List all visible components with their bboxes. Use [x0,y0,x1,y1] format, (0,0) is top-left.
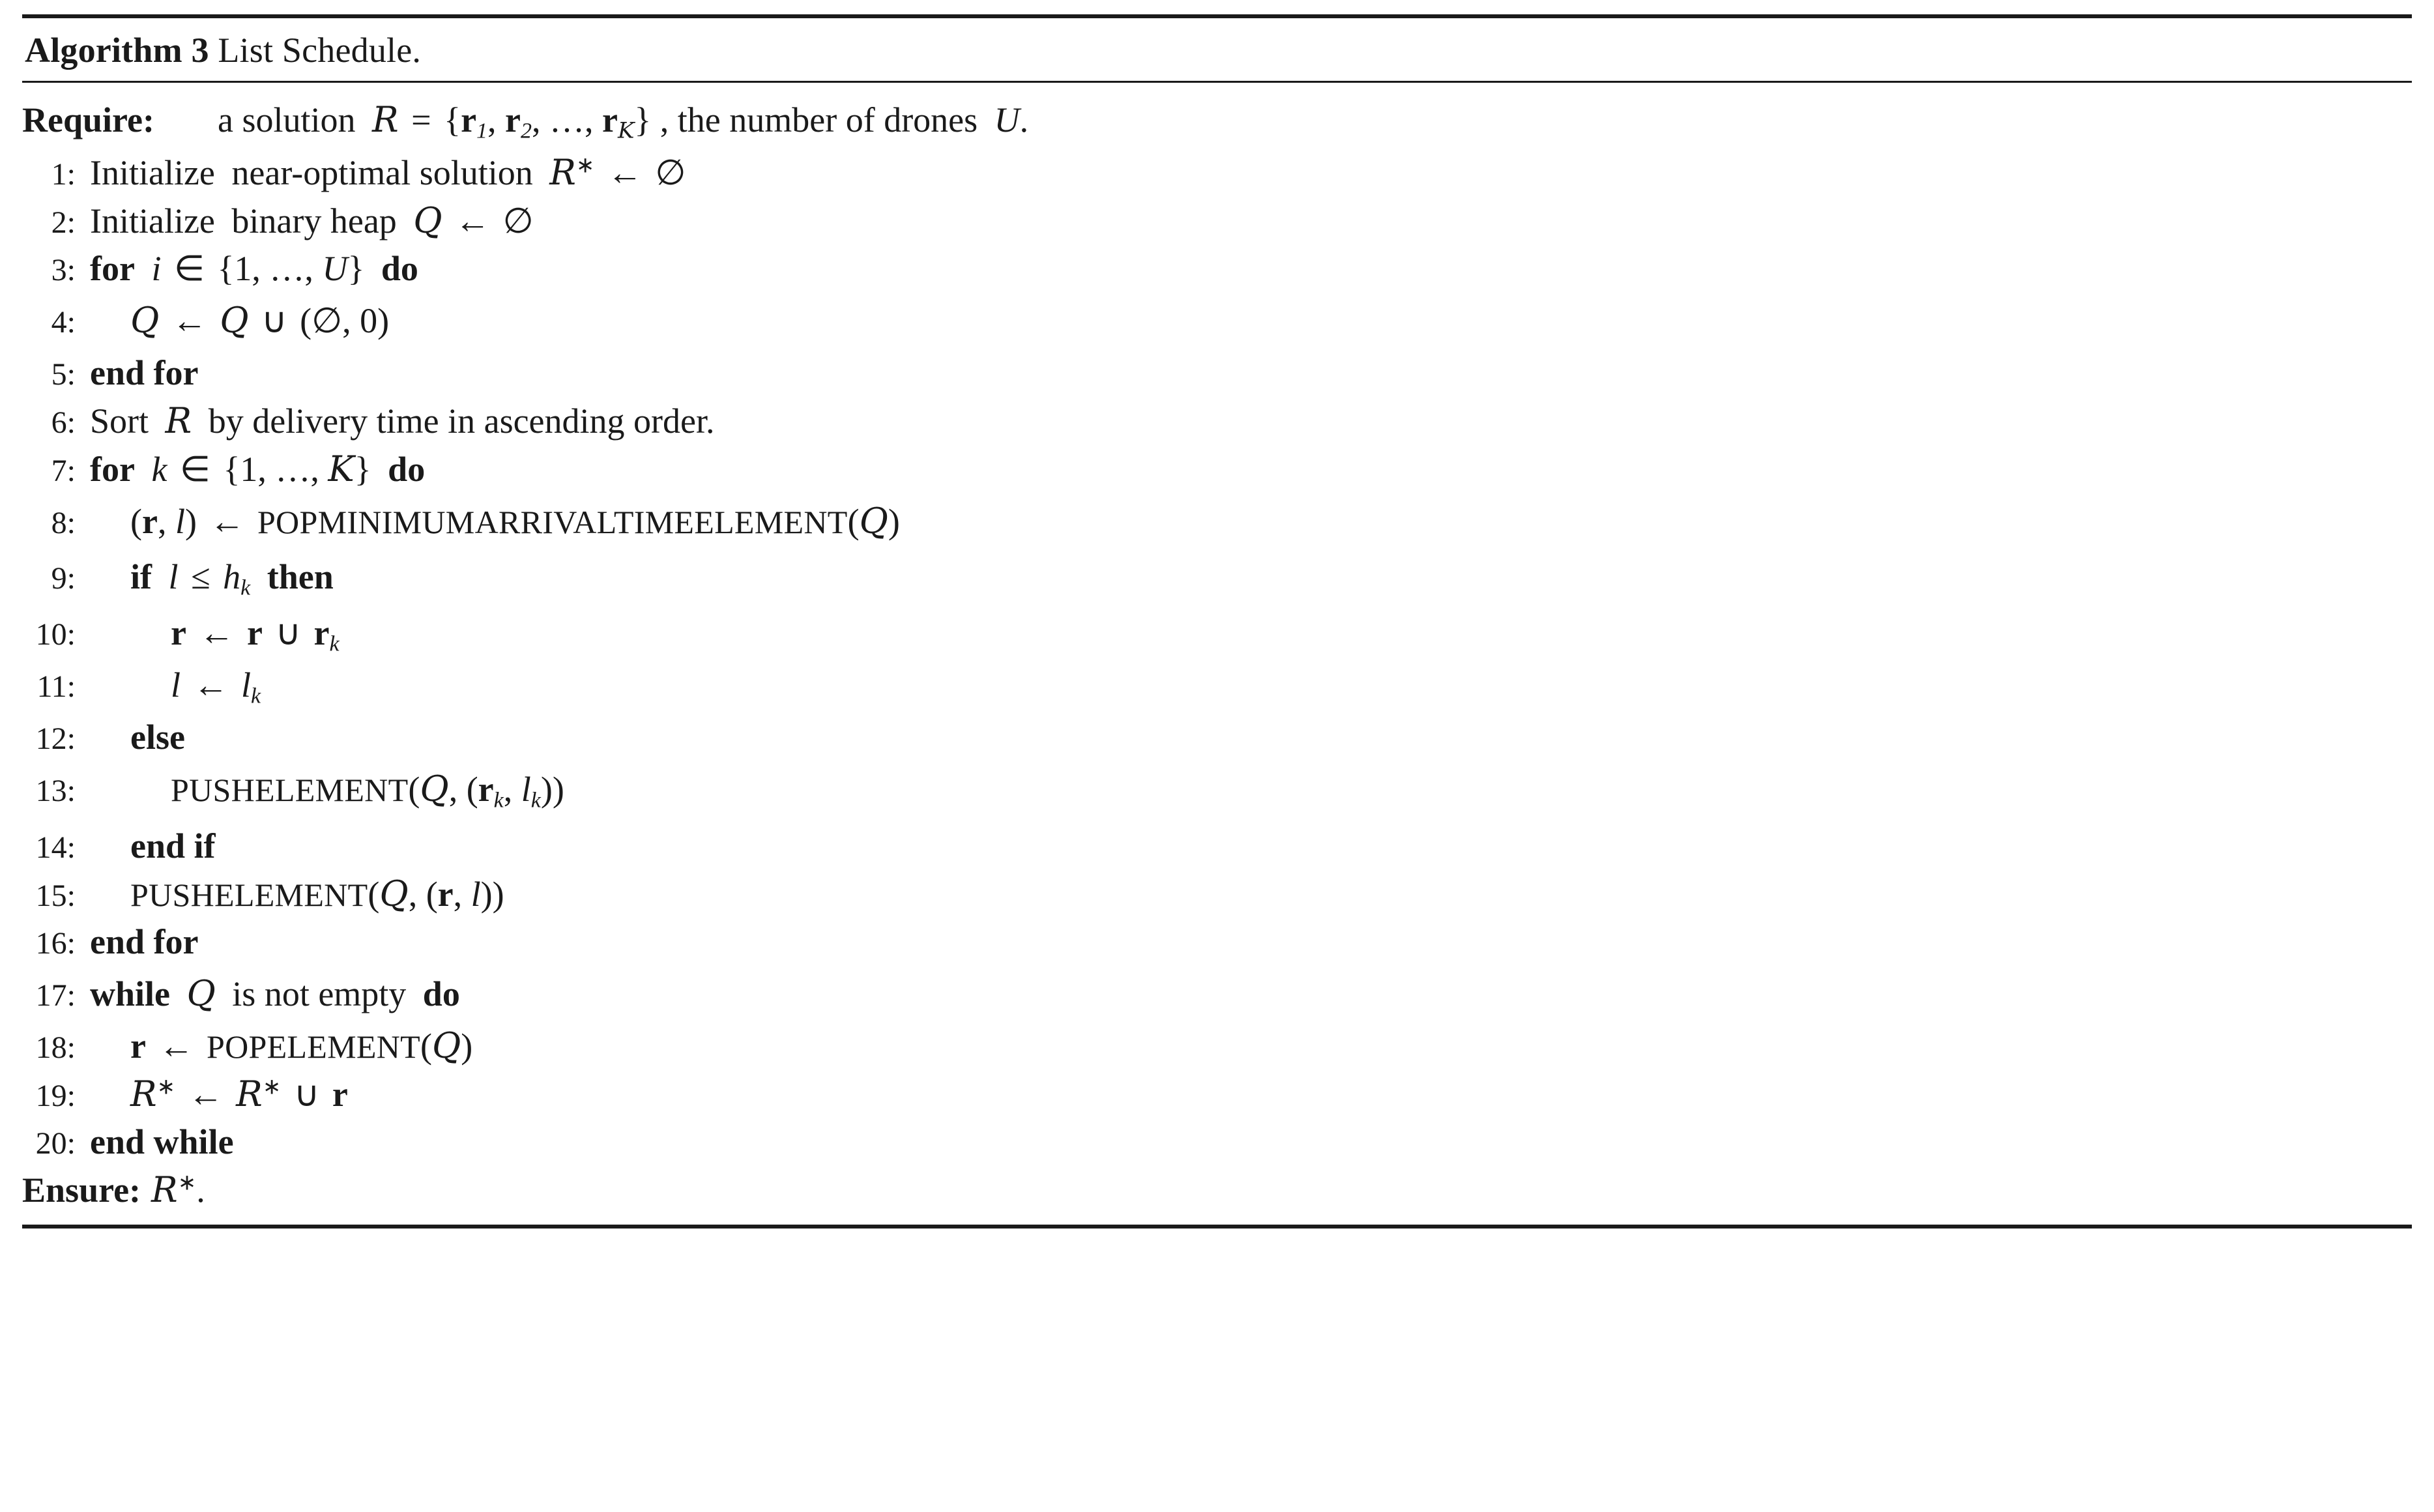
line-number: 8: [51,505,76,540]
algorithm-title: List Schedule. [218,31,422,70]
require-text: a solution $R = \{r_1$, $r_2$, …, $r_K$} , the number of drones U. [218,99,1029,144]
code-line-10 [22,609,2412,662]
algorithm-label: Algorithm 3 [25,31,209,70]
line-number: 3: [51,253,76,288]
line-number: 15: [35,878,76,913]
code-line-11 [22,662,2412,714]
line-number: 18: [35,1030,76,1065]
symbol-r: r [461,100,477,139]
line-number: 12: [35,721,76,757]
code-line-13 [22,761,2412,822]
algorithm-body [22,83,2412,1225]
push-call: PUSHELEMENT [130,876,368,913]
line-content: PUSHELEMENT(Q, ($r_k$, $l_k$)) [171,768,564,813]
line-number: 2: [51,205,76,240]
line-number: 1: [51,157,76,192]
code-line-7 [22,445,2412,493]
line-number: 9: [51,560,76,596]
code-line-20 [22,1118,2412,1166]
pop-call: POPELEMENT [206,1028,420,1065]
code-line-5 [22,349,2412,397]
code-line-17 [22,966,2412,1022]
line-number: 13: [35,774,76,809]
require-line [22,96,2412,149]
algorithm-title-row [22,18,2412,81]
line-content: end for [90,922,199,961]
ensure-text: R∗. [151,1169,205,1211]
line-content: end while [90,1122,234,1162]
line-number: 10: [35,617,76,652]
bottom-rule [22,1225,2412,1228]
line-content: while Q is not empty do [90,972,460,1014]
line-number: 4: [51,305,76,340]
require-words: a solution [218,100,356,139]
line-number: 6: [51,405,76,440]
code-line-1 [22,149,2412,197]
line-content: Initialize binary heap Q ← ∅ [90,200,534,242]
line-content: Sort R by delivery time in ascending order. [90,400,715,441]
line-content: R∗ ← R∗ ∪ r [130,1073,348,1115]
code-line-6 [22,397,2412,445]
code-line-19 [22,1070,2412,1118]
line-number: 5: [51,356,76,392]
code-line-3 [22,245,2412,293]
symbol-R: R [372,99,399,140]
code-line-9 [22,549,2412,609]
line-content: (r, l) ← POPMINIMUMARRIVALTIMEELEMENT(Q) [130,500,900,542]
code-line-4 [22,293,2412,349]
push-call: PUSHELEMENT [171,772,409,809]
line-number: 20: [35,1126,76,1161]
line-number: 17: [35,978,76,1013]
code-line-15 [22,870,2412,918]
line-content: else [130,718,185,757]
line-content: r ← r ∪ $r_k$ [171,613,340,656]
line-number: 7: [51,453,76,488]
line-content: Q ← Q ∪ (∅, 0) [130,300,390,342]
line-number: 11: [36,669,76,705]
line-number: 14: [35,830,76,865]
code-line-8 [22,493,2412,549]
ensure-line [22,1166,2412,1214]
line-content: if $l \le h_k$ then [130,557,334,600]
code-line-18 [22,1022,2412,1070]
code-line-2 [22,197,2412,245]
line-content: end if [130,826,216,865]
line-content: l ← $l_k$ [171,665,261,708]
algorithm-block [22,14,2412,1228]
code-line-12 [22,714,2412,761]
require-label: Require: [22,100,154,139]
code-line-16 [22,918,2412,966]
line-content: for k ∈ {1, …, K} do [90,448,426,489]
line-content: r ← POPELEMENT(Q) [130,1025,473,1066]
popmin-call: POPMINIMUMARRIVALTIMEELEMENT [257,503,848,540]
line-number: 16: [35,925,76,961]
require-tail: , the number of drones [659,100,978,139]
line-content: PUSHELEMENT(Q, (r, l)) [130,873,504,914]
symbol-U: U [994,100,1020,139]
ensure-label: Ensure: [22,1170,141,1210]
line-number: 19: [35,1079,76,1114]
line-content: Initialize near-optimal solution R∗ ← ∅ [90,152,686,194]
line-content: end for [90,353,199,392]
code-line-14 [22,822,2412,870]
line-content: for i ∈ {1, …, U} do [90,249,418,289]
